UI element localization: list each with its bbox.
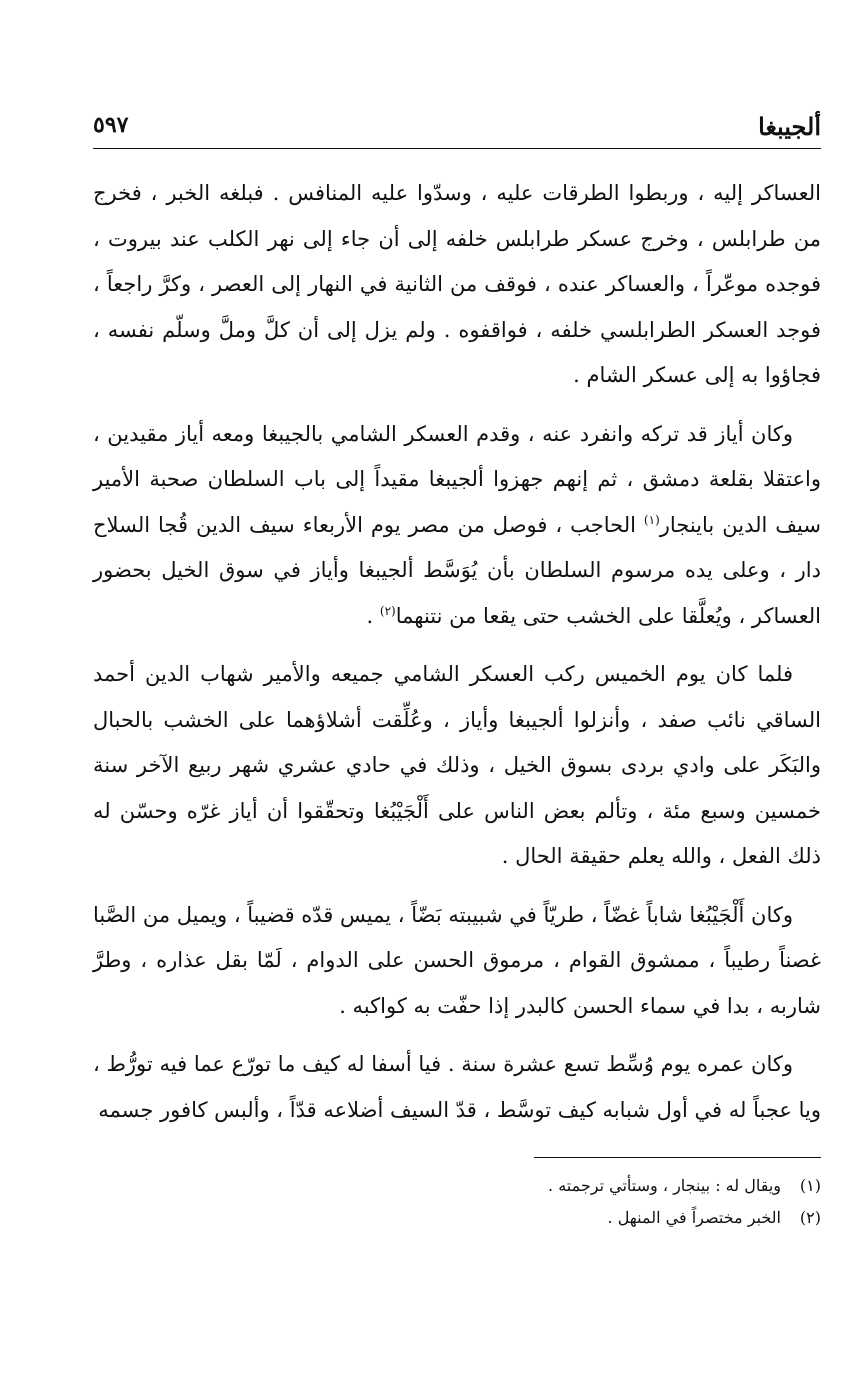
footnotes <box>93 1170 821 1234</box>
footnote-text: ويقال له : بينجار ، وستأتي ترجمته . <box>548 1176 781 1195</box>
paragraph-2-part-3: . <box>366 603 380 628</box>
footnote-ref-1: (١) <box>643 512 660 527</box>
paragraph-3: فلما كان يوم الخميس ركب العسكر الشامي جميعه والأمير شهاب الدين أحمد الساقي نائب صفد ، وأنزلوا ألجيبغا وأياز ، وعُلِّقت أشلاؤهما على الخشب بالحبال والبَكَر على وادي بردى بسوق الخيل ، وذلك في حادي عشري شهر ربيع الآخر سنة خمسين وسبع مئة ، وتألم بعض الناس على أَلْجَيْبُغا وتحقّقوا أن أياز غرّه وحسّن له ذلك الفعل ، والله يعلم حقيقة الحال . <box>93 662 821 868</box>
footnote-separator <box>534 1157 821 1158</box>
page-header <box>93 108 821 149</box>
paragraph-4: وكان أَلْجَيْبُغا شاباً غضّاً ، طريّاً في شبيبته بَضّاً ، يميس قدّه قضيباً ، ويميل من الصَّبا غصناً رطيباً ، ممشوق القوام ، مرموق الحسن على الدوام ، لَمّا بقل عذاره ، وطرَّ شاربه ، بدا في سماء الحسن كالبدر إذا حفّت به كواكبه . <box>93 902 821 1018</box>
paragraph-2 <box>93 412 821 640</box>
footnote-1 <box>93 1170 821 1202</box>
footnote-number: (١) <box>799 1176 821 1195</box>
footnote-text: الخبر مختصراً في المنهل . <box>607 1208 781 1227</box>
footnote-2 <box>93 1202 821 1234</box>
page-number: ٥٩٧ <box>93 112 129 138</box>
paragraph-5: وكان عمره يوم وُسِّط تسع عشرة سنة . فيا أسفا له كيف ما تورّع عما فيه تورُّط ، ويا عجباً له في أول شبابه كيف توسَّط ، قدّ السيف أضلاعه قدّاً ، وألبس كافور جسمه <box>93 1052 821 1122</box>
main-text <box>93 171 821 1133</box>
footnote-number: (٢) <box>799 1208 821 1227</box>
footnote-ref-2: (٢) <box>379 603 396 618</box>
running-title: ألجيبغا <box>758 112 821 141</box>
paragraph-1: العساكر إليه ، وربطوا الطرقات عليه ، وسدّوا عليه المنافس . فبلغه الخبر ، فخرج من طرابلس ، وخرج عسكر طرابلس خلفه إلى أن جاء إلى نهر الكلب عند بيروت ، فوجده موعّراً ، والعساكر عنده ، فوقف من الثانية في النهار إلى العصر ، وكرَّ راجعاً ، فوجد العسكر الطرابلسي خلفه ، فواقفوه . ولم يزل إلى أن كلَّ وملَّ وسلّم نفسه ، فجاؤوا به إلى عسكر الشام . <box>93 181 821 387</box>
book-page <box>93 108 821 1234</box>
paragraph-2-part-2: الحاجب ، فوصل من مصر يوم الأربعاء سيف الدين قُجا السلاح دار ، وعلى يده مرسوم السلطان بأن يُوَسَّط ألجيبغا وأياز في سوق الخيل بحضور العساكر ، ويُعلَّقا على الخشب حتى يقعا من نتنهما <box>93 512 821 628</box>
paragraph-2-part-1: وكان أياز قد تركه وانفرد عنه ، وقدم العسكر الشامي بالجيبغا ومعه أياز مقيدين ، واعتقلا بقلعة دمشق ، ثم إنهم جهزوا ألجيبغا مقيداً إلى باب السلطان صحبة الأمير سيف الدين باينجار <box>93 421 821 537</box>
